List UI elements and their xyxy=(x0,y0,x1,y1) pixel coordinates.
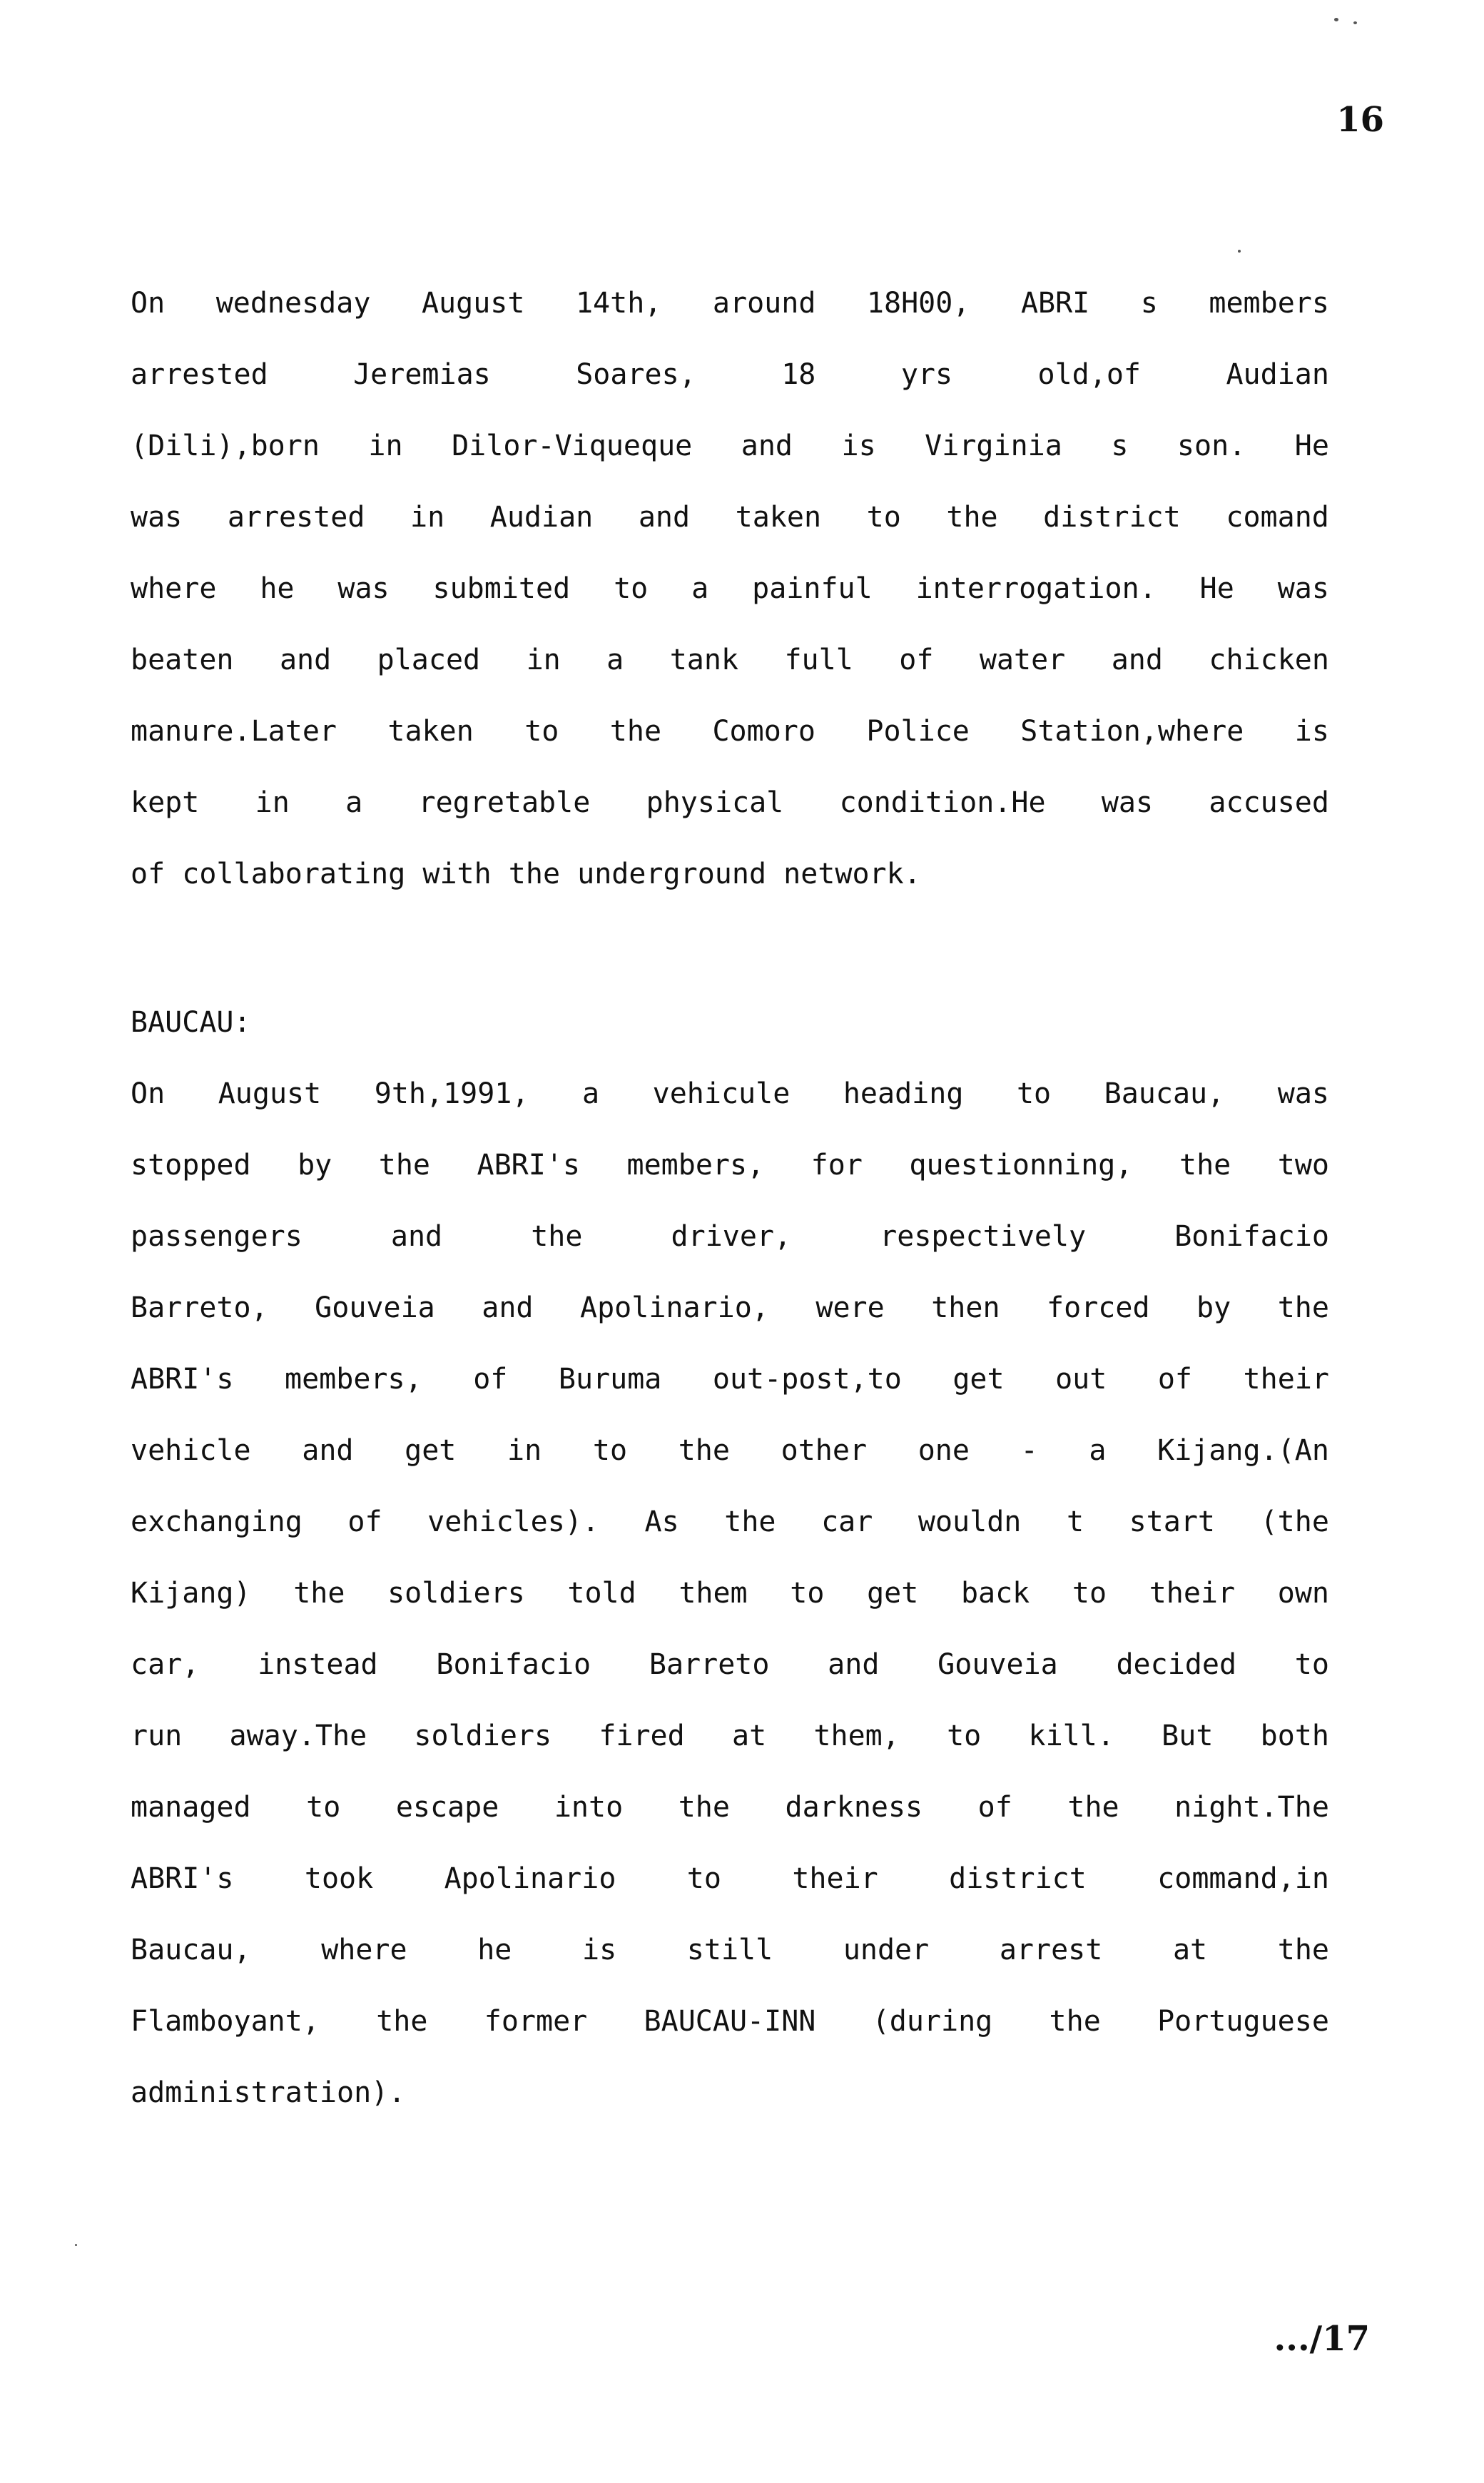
paragraph-august-14 xyxy=(131,268,1329,910)
text-line: ABRI's members, of Buruma out-post,to get out of their xyxy=(131,1363,1329,1396)
text-line: stopped by the ABRI's members, for questionning, the two xyxy=(131,1149,1329,1182)
text-line: On August 9th,1991, a vehicule heading to Baucau, was xyxy=(131,1077,1329,1110)
text-line: where he was submited to a painful interrogation. He was xyxy=(131,572,1329,605)
scan-speck xyxy=(1334,18,1338,21)
text-line: Flamboyant, the former BAUCAU-INN (during the Portuguese xyxy=(131,2005,1329,2038)
continuation-marker: .../17 xyxy=(1274,2319,1370,2359)
text-line: car, instead Bonifacio Barreto and Gouveia decided to xyxy=(131,1648,1329,1681)
text-line: administration). xyxy=(131,2076,406,2109)
scan-speck xyxy=(75,2244,77,2246)
text-line: exchanging of vehicles). As the car wouldn t start (the xyxy=(131,1505,1329,1538)
text-line: kept in a regretable physical condition.He was accused xyxy=(131,786,1329,819)
text-line: arrested Jeremias Soares, 18 yrs old,of Audian xyxy=(131,358,1329,391)
text-line: (Dili),born in Dilor-Viqueque and is Virginia s son. He xyxy=(131,430,1329,462)
text-line: manure.Later taken to the Comoro Police Station,where is xyxy=(131,715,1329,748)
text-line: On wednesday August 14th, around 18H00, ABRI s members xyxy=(131,287,1329,320)
text-line: Kijang) the soldiers told them to get back to their own xyxy=(131,1577,1329,1610)
paragraph-august-9 xyxy=(131,1058,1329,2128)
text-line: of collaborating with the underground network. xyxy=(131,858,921,890)
text-line: Baucau, where he is still under arrest at the xyxy=(131,1934,1329,1966)
text-line: passengers and the driver, respectively Bonifacio xyxy=(131,1220,1329,1253)
page-number: 16 xyxy=(1336,100,1384,140)
text-line: run away.The soldiers fired at them, to kill. But both xyxy=(131,1720,1329,1752)
text-line: Barreto, Gouveia and Apolinario, were then forced by the xyxy=(131,1291,1329,1324)
text-line: vehicle and get in to the other one - a Kijang.(An xyxy=(131,1434,1329,1467)
section-heading-baucau: BAUCAU: xyxy=(131,1006,251,1039)
text-line: managed to escape into the darkness of the night.The xyxy=(131,1791,1329,1824)
scan-speck xyxy=(1353,21,1357,24)
text-line: beaten and placed in a tank full of water and chicken xyxy=(131,644,1329,676)
text-line: ABRI's took Apolinario to their district command,in xyxy=(131,1862,1329,1895)
scan-speck xyxy=(1238,250,1241,253)
text-line: was arrested in Audian and taken to the district comand xyxy=(131,501,1329,534)
